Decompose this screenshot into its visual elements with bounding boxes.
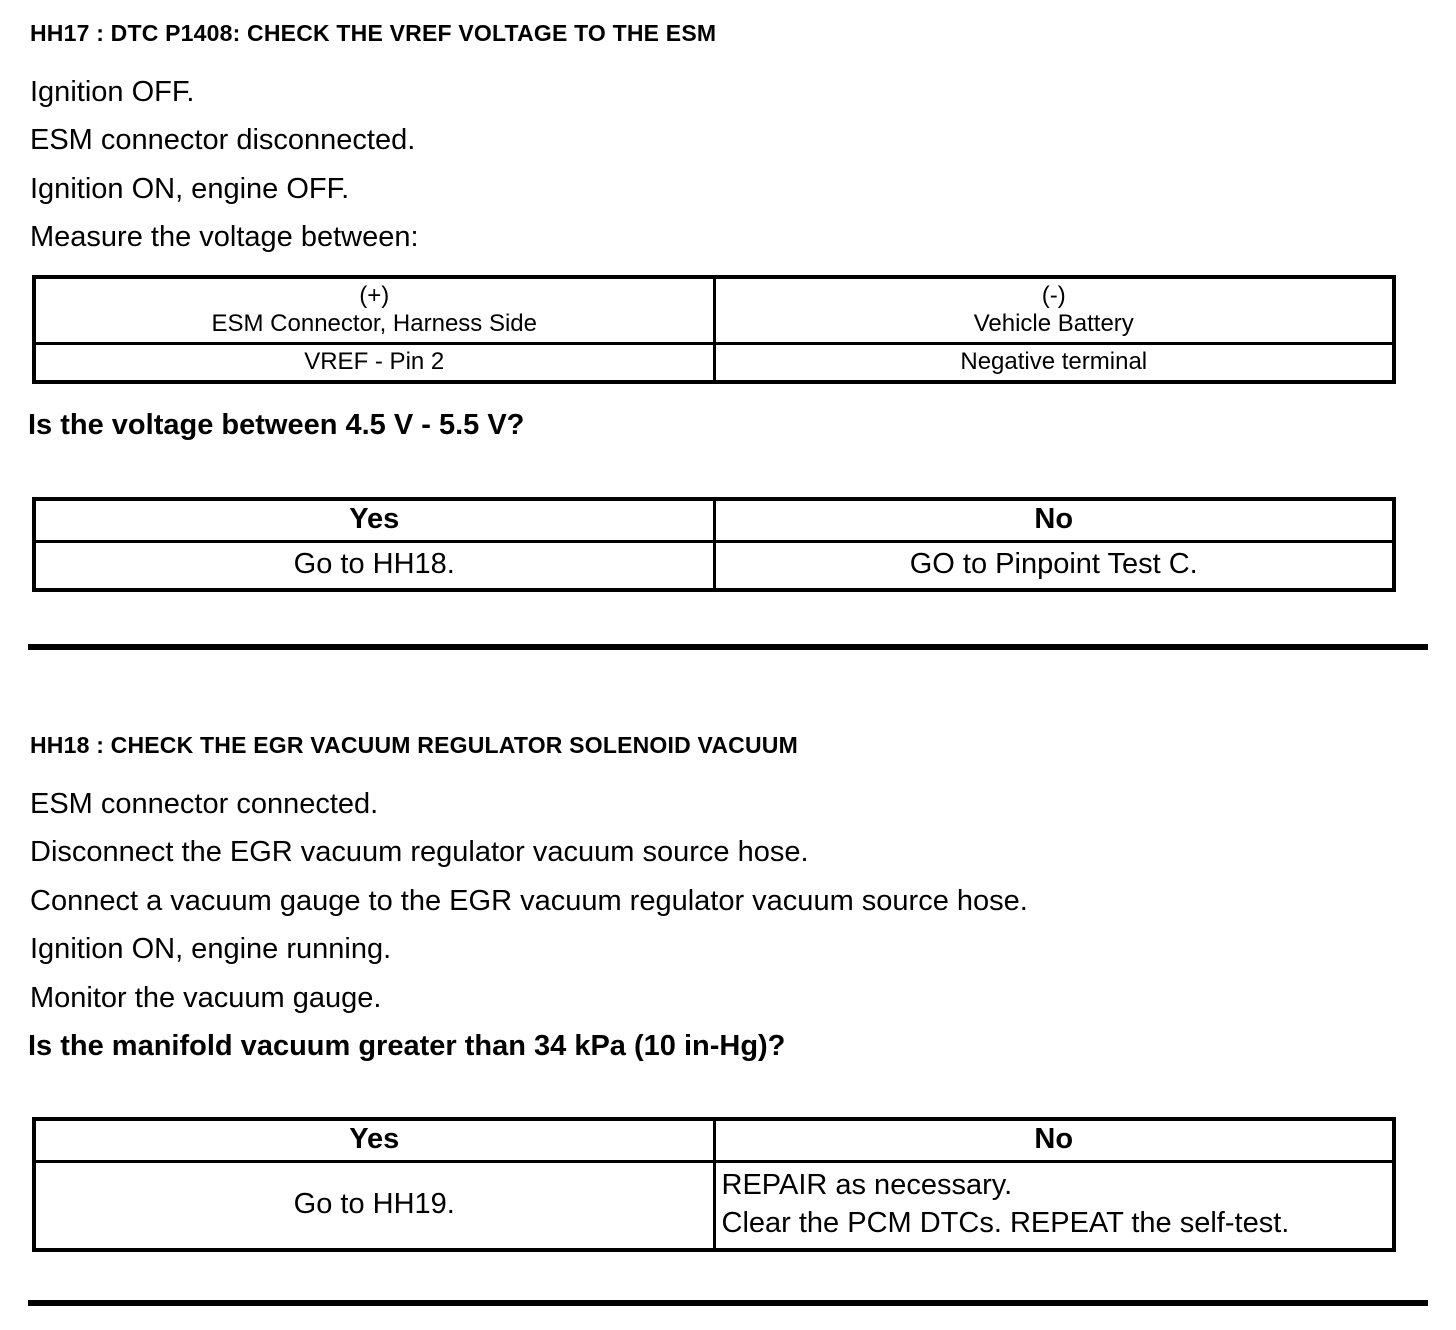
measurement-table-header-row — [34, 277, 1394, 344]
step-line: Monitor the vacuum gauge. — [30, 981, 382, 1014]
positive-symbol: (+) — [359, 281, 390, 309]
yes-header: Yes — [34, 499, 714, 542]
measurement-positive-header — [34, 277, 714, 344]
step-line: Ignition ON, engine running. — [30, 933, 392, 966]
question-text: Is the manifold vacuum greater than 34 kPa (10 in-Hg)? — [28, 1030, 786, 1062]
no-header: No — [714, 1119, 1394, 1162]
negative-symbol: (-) — [1041, 281, 1066, 309]
positive-value: VREF - Pin 2 — [34, 344, 714, 383]
decision-table-hh17 — [32, 497, 1396, 592]
negative-value: Negative terminal — [714, 344, 1394, 383]
step-line: Ignition OFF. — [30, 76, 195, 108]
decision-value-row — [34, 541, 1394, 590]
decision-value-row — [34, 1162, 1394, 1250]
step-line: Measure the voltage between: — [30, 221, 419, 254]
yes-action: Go to HH18. — [34, 541, 714, 590]
positive-label: ESM Connector, Harness Side — [211, 310, 537, 338]
section-hh18 — [28, 732, 1428, 1252]
step-line: ESM connector disconnected. — [30, 124, 416, 157]
decision-table-hh18 — [32, 1117, 1396, 1251]
measurement-negative-header — [714, 277, 1394, 344]
decision-header-row — [34, 499, 1394, 542]
step-line: Disconnect the EGR vacuum regulator vacuum source hose. — [30, 836, 809, 869]
section-divider — [28, 644, 1428, 650]
yes-action: Go to HH19. — [34, 1162, 714, 1250]
section-hh17 — [28, 20, 1428, 592]
yes-header: Yes — [34, 1119, 714, 1162]
decision-header-row — [34, 1119, 1394, 1162]
section-hh18-title: HH18 : CHECK THE EGR VACUUM REGULATOR SOLENOID VACUUM — [30, 731, 798, 758]
no-action-line-1: REPAIR as necessary. — [721, 1169, 1013, 1202]
step-line: Connect a vacuum gauge to the EGR vacuum regulator vacuum source hose. — [30, 884, 1028, 917]
negative-label: Vehicle Battery — [973, 310, 1134, 338]
section-hh17-title: HH17 : DTC P1408: CHECK THE VREF VOLTAGE TO THE ESM — [30, 20, 717, 46]
measurement-table-value-row — [34, 344, 1394, 383]
bottom-divider — [28, 1300, 1428, 1306]
step-line: ESM connector connected. — [30, 787, 379, 820]
no-action — [714, 1162, 1394, 1250]
no-action-line-2: Clear the PCM DTCs. REPEAT the self-test. — [721, 1206, 1290, 1239]
no-action: GO to Pinpoint Test C. — [714, 541, 1394, 590]
measurement-table — [32, 275, 1396, 385]
question-text: Is the voltage between 4.5 V - 5.5 V? — [28, 409, 525, 442]
no-header: No — [714, 499, 1394, 542]
step-line: Ignition ON, engine OFF. — [30, 172, 350, 205]
